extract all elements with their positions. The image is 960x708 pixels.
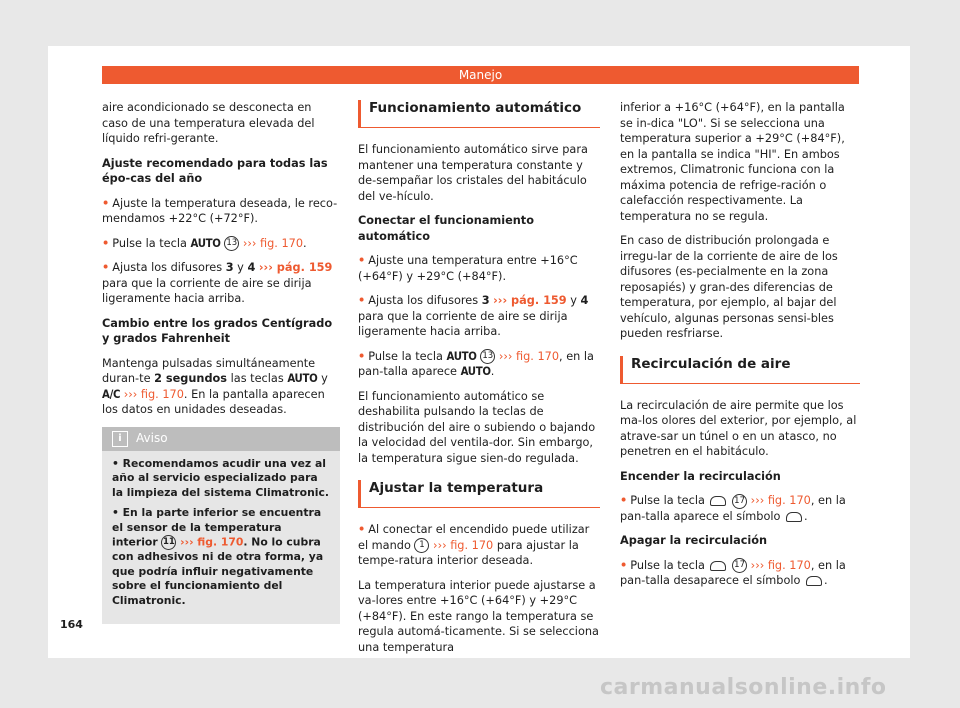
section-header: Manejo bbox=[102, 66, 859, 84]
paragraph: inferior a +16°C (+64°F), en la pantalla se in-dica "LO". Si se selecciona una temperatura superior a +29°C (+84°F), en la pantalla se indica "HI". En ambos extremos, Climatronic funciona con la máxima potencia de refrige-ración o calefacción respectivamente. La temperatura no se regula. bbox=[620, 101, 845, 223]
bullet: • Pulse la tecla 17 ››› fig. 170, en la pan-talla aparece el símbolo . bbox=[620, 494, 846, 523]
page-number: 164 bbox=[60, 618, 83, 631]
subheading: Ajuste recomendado para todas las épo-cas del año bbox=[102, 156, 328, 185]
bullet: • Pulse la tecla AUTO 13 ››› fig. 170, en la pan-talla aparece AUTO. bbox=[358, 349, 594, 378]
paragraph: Mantenga pulsadas simultáneamente duran-te 2 segundos las teclas AUTO y A/C ››› fig. 170. En la pantalla aparecen los datos en unidades deseadas. bbox=[102, 356, 328, 416]
paragraph: La recirculación de aire permite que los ma-los olores del exterior, por ejemplo, al atrave-sar un túnel o en un atasco, no penetren en el habitáculo. bbox=[620, 398, 857, 458]
fig-link[interactable]: ››› fig. 170 bbox=[433, 538, 494, 552]
bullet: • Pulse la tecla 17 ››› fig. 170, en la pan-talla desaparece el símbolo . bbox=[620, 558, 846, 587]
watermark: carmanualsonline.info bbox=[600, 675, 887, 700]
paragraph: aire acondicionado se desconecta en caso de una temperatura elevada del líquido refri-gerante. bbox=[102, 101, 315, 145]
fig-link[interactable]: ››› fig. 170 bbox=[242, 236, 304, 250]
column-2 bbox=[358, 100, 600, 664]
fig-link[interactable]: ››› fig. 170 bbox=[180, 535, 244, 549]
page-link[interactable]: ››› pág. 159 bbox=[258, 261, 333, 274]
recirculation-icon bbox=[806, 576, 822, 586]
note-header bbox=[102, 427, 340, 451]
bullet: • Ajuste la temperatura deseada, le reco-mendamos +22°C (+72°F). bbox=[102, 196, 338, 225]
recirculation-icon bbox=[786, 512, 802, 522]
recirculation-icon bbox=[710, 496, 726, 506]
section-heading: Recirculación de aire bbox=[620, 356, 860, 384]
bullet: • Ajuste una temperatura entre +16°C (+64°F) y +29°C (+84°F). bbox=[358, 254, 578, 283]
subheading: Cambio entre los grados Centígrado y grados Fahrenheit bbox=[102, 316, 333, 345]
fig-link[interactable]: ››› fig. 170 bbox=[123, 387, 184, 401]
fig-link[interactable]: ››› fig. 170 bbox=[750, 558, 811, 572]
bullet: • Pulse la tecla AUTO 13 ››› fig. 170. bbox=[102, 236, 307, 250]
section-heading: Ajustar la temperatura bbox=[358, 480, 600, 508]
bullet: • Al conectar el encendido puede utilizar el mando 1 ››› fig. 170 para ajustar la tempe-ratura interior deseada. bbox=[358, 523, 590, 567]
section-heading: Funcionamiento automático bbox=[358, 100, 600, 128]
subheading: Conectar el funcionamiento automático bbox=[358, 214, 534, 243]
fig-link[interactable]: ››› fig. 170 bbox=[498, 349, 560, 363]
page-link[interactable]: ››› pág. 159 bbox=[493, 294, 567, 307]
column-1 bbox=[102, 100, 340, 624]
paragraph: En caso de distribución prolongada e irregu-lar de la corriente de aire de los difusores (es-pecialmente en la zona reposapiés) y gran-des diferencias de temperatura, por ejemplo, al bajar del vehículo, algunas personas sensi-bles pueden resfriarse. bbox=[620, 234, 838, 340]
bullet: • Ajusta los difusores 3 y 4 ››› pág. 159 para que la corriente de aire se dirija ligeramente hacia arriba. bbox=[102, 261, 333, 305]
paragraph: La temperatura interior puede ajustarse a va-lores entre +16°C (+64°F) y +29°C (+84°F). En este rango la temperatura se regula automá-ticamente. Si se selecciona una temperatura bbox=[358, 578, 599, 654]
bullet: • Ajusta los difusores 3 ››› pág. 159 y 4 para que la corriente de aire se dirija ligeramente hacia arriba. bbox=[358, 294, 589, 338]
paragraph: El funcionamiento automático se deshabilita pulsando la teclas de distribución del aire o subiendo o bajando la velocidad del ventila-dor. Sin embargo, la temperatura sigue sien-do regulada. bbox=[358, 389, 596, 465]
column-3 bbox=[620, 100, 860, 598]
fig-link[interactable]: ››› fig. 170 bbox=[750, 494, 811, 507]
subheading: Apagar la recirculación bbox=[620, 534, 768, 547]
info-icon: i bbox=[112, 431, 128, 447]
note-box bbox=[102, 427, 340, 625]
note-item: • En la parte inferior se encuentra el sensor de la temperatura interior 11 ››› fig. 170. No lo cubra con adhesivos ni de otra forma, ya que podría influir negativamente sobre el funcionamiento del Climatronic. bbox=[112, 506, 324, 607]
note-title: Aviso bbox=[136, 430, 168, 445]
recirculation-icon bbox=[710, 561, 726, 571]
paragraph: El funcionamiento automático sirve para mantener una temperatura constante y de-sempañar los cristales del habitáculo del ve-hículo. bbox=[358, 143, 588, 203]
note-item: • Recomendamos acudir una vez al año al servicio especializado para la limpieza del sistema Climatronic. bbox=[112, 456, 329, 499]
subheading: Encender la recirculación bbox=[620, 469, 781, 483]
